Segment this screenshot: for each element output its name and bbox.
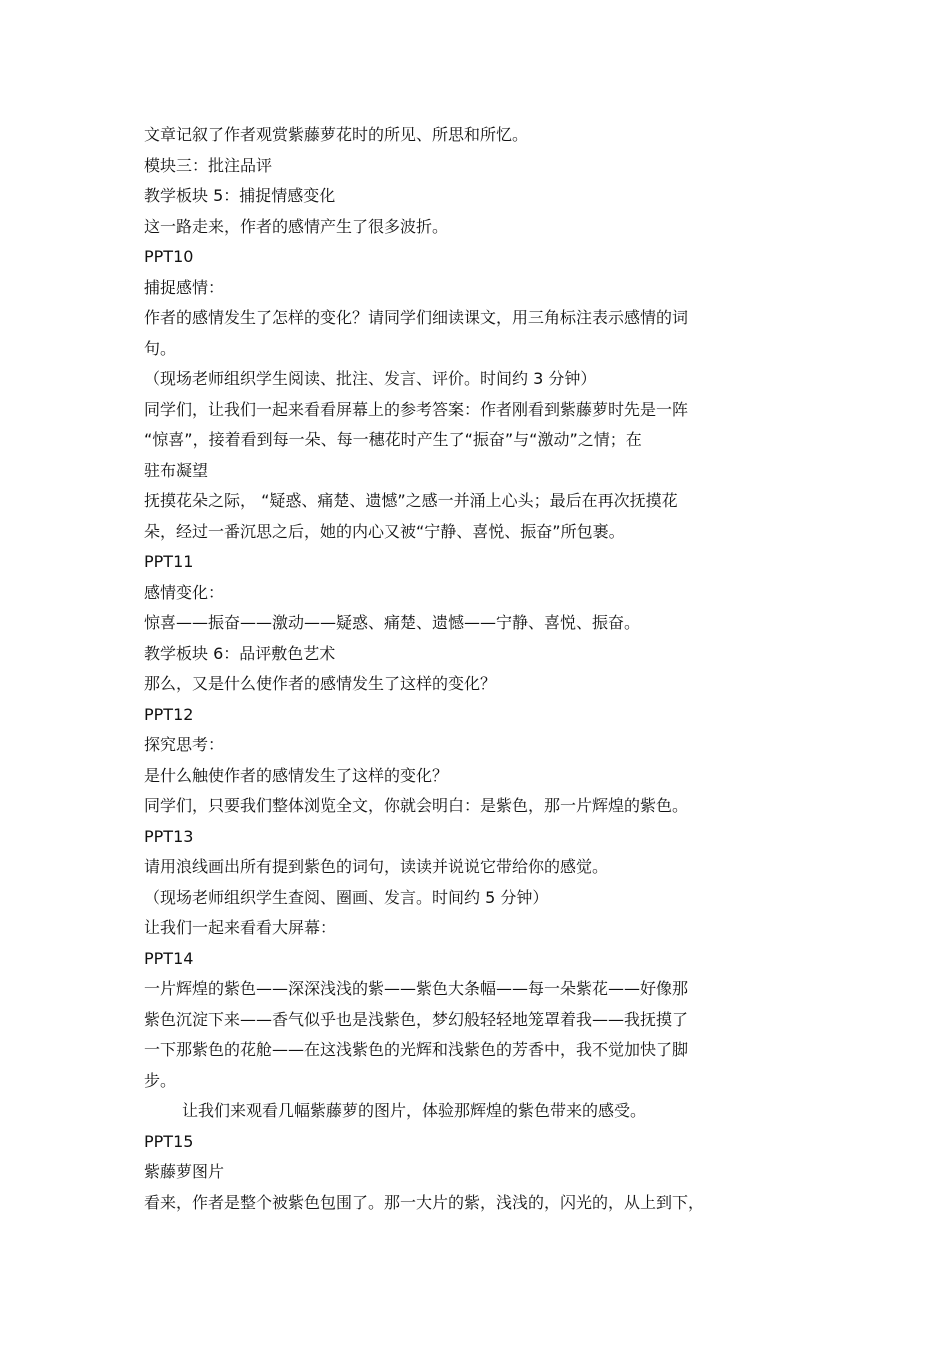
text-line: 作者的感情发生了怎样的变化？请同学们细读课文，用三角标注表示感情的词 [144, 308, 689, 327]
text-line: 步。 [144, 1070, 177, 1090]
slide-label: PPT11 [144, 552, 194, 571]
slide-label: PPT14 [144, 948, 194, 968]
text-line: “惊喜”，接着看到每一朵、每一穗花时产生了“振奋”与“激动”之情；在 [144, 430, 642, 449]
slide-label: PPT15 [144, 1131, 194, 1151]
text-line: （现场老师组织学生查阅、圈画、发言。时间约 5 分钟） [144, 887, 549, 907]
section-heading: 模块三：批注品评 [144, 155, 273, 175]
text-line: 句。 [144, 338, 177, 358]
text-line: 看来，作者是整个被紫色包围了。那一大片的紫，浅浅的，闪光的，从上到下， [144, 1192, 705, 1212]
text-line-indented: 让我们来观看几幅紫藤萝的图片，体验那辉煌的紫色带来的感受。 [182, 1101, 647, 1120]
text-line: 请用浪线画出所有提到紫色的词句，读读并说说它带给你的感觉。 [144, 857, 609, 876]
text-line: （现场老师组织学生阅读、批注、发言、评价。时间约 3 分钟） [144, 369, 597, 388]
section-heading: 教学板块 5：捕捉情感变化 [144, 186, 336, 205]
section-heading: 教学板块 6：品评敷色艺术 [144, 643, 336, 663]
text-line: 让我们一起来看看大屏幕： [144, 918, 337, 937]
slide-label: PPT13 [144, 826, 194, 846]
text-line: 文章记叙了作者观赏紫藤萝花时的所见、所思和所忆。 [144, 125, 529, 144]
document-body [144, 120, 764, 1218]
text-line: 一下那紫色的花舱——在这浅紫色的光辉和浅紫色的芳香中，我不觉加快了脚 [144, 1040, 689, 1059]
text-line: 同学们，只要我们整体浏览全文，你就会明白：是紫色，那一片辉煌的紫色。 [144, 796, 689, 815]
text-line: 驻布凝望 [144, 460, 209, 480]
text-line: 紫藤萝图片 [144, 1162, 225, 1181]
text-line: 惊喜——振奋——激动——疑惑、痛楚、遗憾——宁静、喜悦、振奋。 [144, 613, 641, 632]
text-line: 同学们，让我们一起来看看屏幕上的参考答案：作者刚看到紫藤萝时先是一阵 [144, 399, 689, 419]
text-line: 那么，又是什么使作者的感情发生了这样的变化？ [144, 674, 497, 693]
text-line: 紫色沉淀下来——香气似乎也是浅紫色，梦幻般轻轻地笼罩着我——我抚摸了 [144, 1009, 689, 1029]
text-line: 探究思考： [144, 735, 225, 754]
text-line: 是什么触使作者的感情发生了这样的变化？ [144, 765, 449, 785]
slide-label: PPT10 [144, 247, 194, 266]
slide-label: PPT12 [144, 704, 194, 724]
text-line: 一片辉煌的紫色——深深浅浅的紫——紫色大条幅——每一朵紫花——好像那 [144, 979, 689, 998]
text-line: 朵，经过一番沉思之后，她的内心又被“宁静、喜悦、振奋”所包裹。 [144, 521, 625, 541]
text-line: 这一路走来，作者的感情产生了很多波折。 [144, 216, 449, 236]
text-line: 捕捉感情： [144, 277, 225, 297]
text-line: 抚摸花朵之际， “疑惑、痛楚、遗憾”之感一并涌上心头；最后在再次抚摸花 [144, 491, 678, 510]
text-line: 感情变化： [144, 582, 225, 602]
